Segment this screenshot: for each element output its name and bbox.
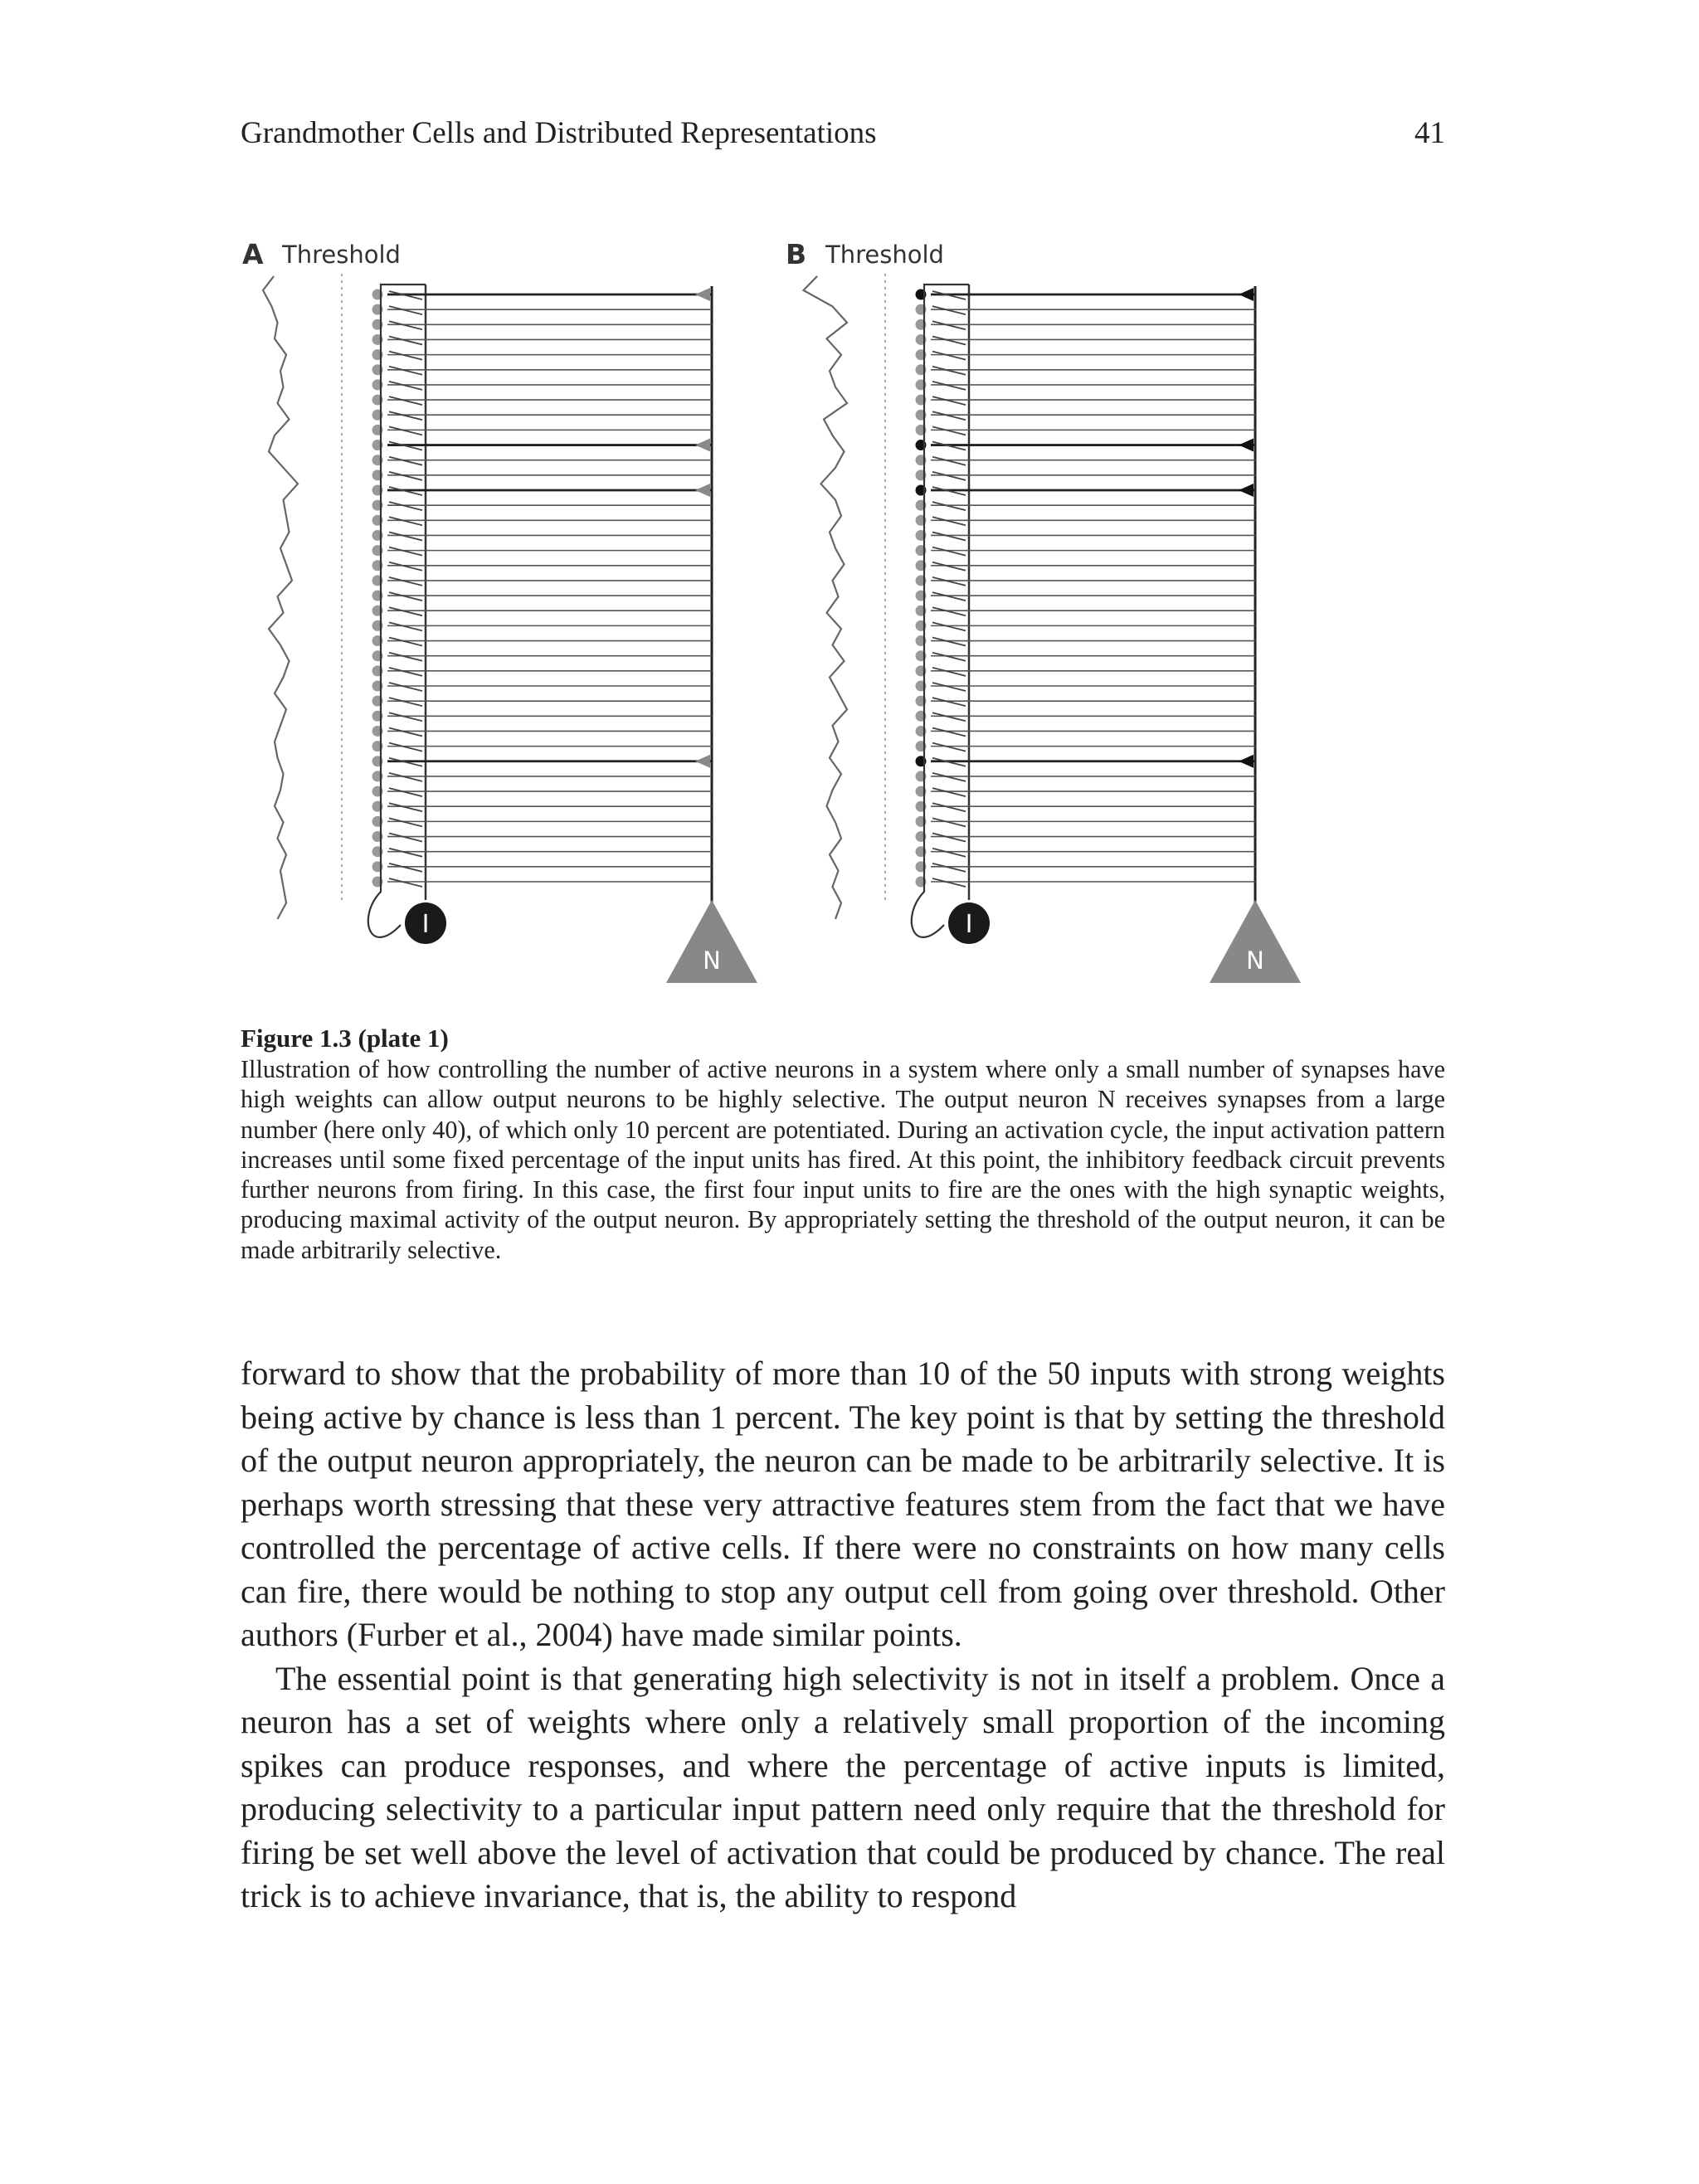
panel-a-letter: A: [242, 238, 264, 270]
body-paragraph-2: The essential point is that generating high selectivity is not in itself a problem. Once a neuron has a set of weights where only a relatively small proportion of the incoming spikes can produce responses, and where the percentage of active inputs is limited, producing selectivity to a particular input pattern need only require that the threshold for firing be set well above the level of activation that could be produced by chance. The real trick is to achieve invariance, that is, the ability to respond: [241, 1659, 1445, 1914]
figure-background: [241, 236, 1302, 991]
panel-a-inhibitory-label: I: [421, 910, 430, 939]
body-paragraph-1: forward to show that the probability of more than 10 of the 50 inputs with strong weights being active by chance is less than 1 percent. The key point is that by setting the threshold of the output neuron appropriately, the neuron can be made to be arbitrarily selective. It is perhaps worth stressing that these very attractive features stem from the fact that we have controlled the percentage of active cells. If there were no constraints on how many cells can fire, there would be nothing to stop any output cell from going over threshold. Other authors (Furber et al., 2004) have made similar points.: [241, 1355, 1445, 1653]
figure-diagram: [241, 236, 1302, 991]
panel-b-letter: B: [786, 238, 807, 270]
panel-a-threshold-label: Threshold: [282, 241, 401, 269]
body-text: [241, 1352, 1445, 1919]
figure-1-3: [241, 236, 1302, 991]
running-head-title: Grandmother Cells and Distributed Representations: [241, 116, 877, 150]
panel-a-output-label: N: [703, 946, 721, 975]
page-number: 41: [1414, 116, 1445, 150]
panel-b-inhibitory-label: I: [965, 910, 973, 939]
caption-label: Figure 1.3 (plate 1): [241, 1024, 449, 1053]
caption-text: Illustration of how controlling the number of active neurons in a system where only a small number of synapses have high weights can allow output neurons to be highly selective. The output neuron N receives synapses from a large number (here only 40), of which only 10 percent are potentiated. During an activation cycle, the input activation pattern increases until some fixed percentage of the input units has fired. At this point, the inhibitory feedback circuit prevents further neurons from firing. In this case, the first four input units to fire are the ones with the high synaptic weights, producing maximal activity of the output neuron. By appropriately setting the threshold of the output neuron, it can be made arbitrarily selective.: [241, 1055, 1445, 1264]
panel-b-output-label: N: [1246, 946, 1264, 975]
panel-b-threshold-label: Threshold: [825, 241, 944, 269]
figure-caption: [241, 1023, 1445, 1265]
